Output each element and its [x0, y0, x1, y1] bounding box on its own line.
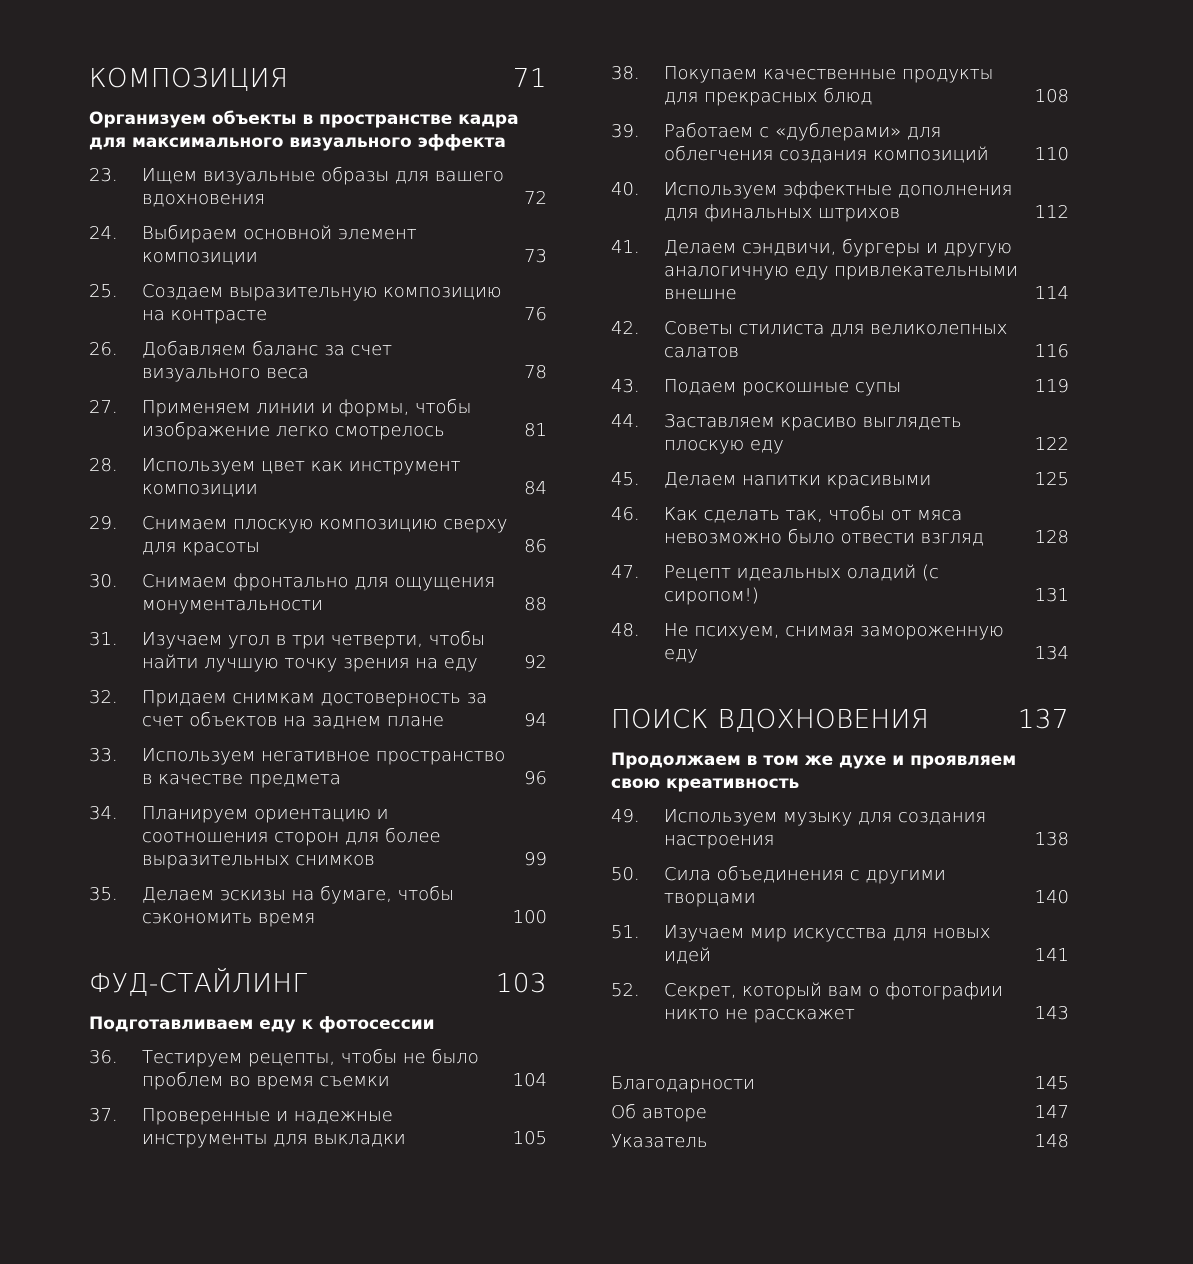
- entry-number: 42.: [611, 318, 640, 339]
- toc-entry: [89, 802, 547, 871]
- entry-title: Делаем сэндвичи, бургеры и другую аналогичную еду привлекательными внешне: [664, 237, 1019, 304]
- back-matter-page: 145: [1034, 1073, 1069, 1094]
- entry-number: 23.: [89, 165, 118, 186]
- entry-page: 94: [524, 710, 547, 731]
- section-title: КОМПОЗИЦИЯ: [89, 64, 289, 94]
- entry-title: Советы стилиста для великолепных салатов: [664, 318, 1008, 362]
- entry-title: Создаем выразительную композицию на контрасте: [142, 281, 502, 325]
- entry-title: Сила объединения с другими творцами: [664, 864, 946, 908]
- entry-title: Добавляем баланс за счет визуального веса: [142, 339, 393, 383]
- entry-number: 51.: [611, 922, 640, 943]
- entry-title: Покупаем качественные продукты для прекрасных блюд: [664, 63, 994, 107]
- left-column: [89, 62, 547, 1188]
- toc-entry: [611, 120, 1069, 166]
- entry-number: 35.: [89, 884, 118, 905]
- entry-number: 24.: [89, 223, 118, 244]
- entry-title: Изучаем мир искусства для новых идей: [664, 922, 991, 966]
- toc-entry: [611, 503, 1069, 549]
- toc-entry: [89, 454, 547, 500]
- entry-page: 72: [524, 188, 547, 209]
- toc-entry: [611, 921, 1069, 967]
- section-heading: [89, 62, 547, 96]
- back-matter-entry: [611, 1127, 1069, 1156]
- entry-page: 108: [1034, 86, 1069, 107]
- entry-title: Подаем роскошные супы: [664, 376, 902, 397]
- entry-number: 52.: [611, 980, 640, 1001]
- entry-page: 104: [512, 1070, 547, 1091]
- entry-number: 36.: [89, 1047, 118, 1068]
- toc-section: [89, 62, 547, 929]
- entry-title: Снимаем плоскую композицию сверху для красоты: [142, 513, 508, 557]
- toc-entry: [89, 512, 547, 558]
- entry-number: 48.: [611, 620, 640, 641]
- entry-number: 25.: [89, 281, 118, 302]
- entry-number: 26.: [89, 339, 118, 360]
- toc-entry: [611, 619, 1069, 665]
- entry-page: 105: [512, 1128, 547, 1149]
- entry-number: 46.: [611, 504, 640, 525]
- toc-entry: [611, 62, 1069, 108]
- toc-entry: [89, 280, 547, 326]
- section-subtitle: Организуем объекты в пространстве кадра для максимального визуального эффекта: [89, 109, 519, 152]
- entry-title: Используем цвет как инструмент композиции: [142, 455, 461, 499]
- entry-page: 116: [1034, 341, 1069, 362]
- entry-page: 119: [1034, 376, 1069, 397]
- entry-number: 50.: [611, 864, 640, 885]
- entry-number: 38.: [611, 63, 640, 84]
- toc-entry: [89, 686, 547, 732]
- toc-entry: [611, 410, 1069, 456]
- entry-number: 33.: [89, 745, 118, 766]
- entry-title: Выбираем основной элемент композиции: [142, 223, 417, 267]
- back-matter-entry: [611, 1098, 1069, 1127]
- entry-title: Рецепт идеальных оладий (с сиропом!): [664, 562, 939, 606]
- toc-entry: [89, 396, 547, 442]
- entry-page: 88: [524, 594, 547, 615]
- section-page: 137: [1017, 705, 1069, 735]
- section-heading: [89, 967, 547, 1001]
- section-subtitle: Продолжаем в том же духе и проявляем свою креативность: [611, 750, 1017, 793]
- entry-page: 128: [1034, 527, 1069, 548]
- toc-entry: [89, 164, 547, 210]
- entry-list: [611, 805, 1069, 1025]
- entry-number: 44.: [611, 411, 640, 432]
- entry-number: 29.: [89, 513, 118, 534]
- entry-title: Изучаем угол в три четверти, чтобы найти лучшую точку зрения на еду: [142, 629, 486, 673]
- section-title: ПОИСК ВДОХНОВЕНИЯ: [611, 705, 930, 735]
- section-title: ФУД-СТАЙЛИНГ: [89, 969, 308, 999]
- toc-entry: [89, 1046, 547, 1092]
- entry-title: Секрет, который вам о фотографии никто не расскажет: [664, 980, 1003, 1024]
- entry-page: 99: [524, 849, 547, 870]
- entry-number: 43.: [611, 376, 640, 397]
- entry-number: 37.: [89, 1105, 118, 1126]
- entry-title: Работаем с «дублерами» для облегчения создания композиций: [664, 121, 989, 165]
- entry-title: Проверенные и надежные инструменты для выкладки: [142, 1105, 406, 1149]
- entry-title: Делаем эскизы на бумаге, чтобы сэкономить время: [142, 884, 454, 928]
- toc-entry: [89, 570, 547, 616]
- entry-number: 45.: [611, 469, 640, 490]
- entry-number: 40.: [611, 179, 640, 200]
- section-page: 103: [495, 969, 547, 999]
- entry-number: 27.: [89, 397, 118, 418]
- toc-entry: [89, 338, 547, 384]
- entry-number: 28.: [89, 455, 118, 476]
- toc-entry: [611, 561, 1069, 607]
- toc-entry: [611, 979, 1069, 1025]
- entry-page: 73: [524, 246, 547, 267]
- entry-list: [89, 164, 547, 929]
- entry-page: 76: [524, 304, 547, 325]
- toc-entry: [611, 236, 1069, 305]
- entry-page: 110: [1034, 144, 1069, 165]
- entry-number: 39.: [611, 121, 640, 142]
- entry-title: Снимаем фронтально для ощущения монументальности: [142, 571, 496, 615]
- entry-page: 114: [1034, 283, 1069, 304]
- entry-page: 81: [524, 420, 547, 441]
- section-heading: [611, 703, 1069, 737]
- entry-title: Придаем снимкам достоверность за счет объектов на заднем плане: [142, 687, 488, 731]
- entry-page: 78: [524, 362, 547, 383]
- entry-page: 141: [1034, 945, 1069, 966]
- entry-title: Ищем визуальные образы для вашего вдохновения: [142, 165, 504, 209]
- entry-number: 34.: [89, 803, 118, 824]
- back-matter-title: Благодарности: [611, 1073, 755, 1094]
- entry-number: 30.: [89, 571, 118, 592]
- toc-entry: [611, 375, 1069, 398]
- entry-title: Как сделать так, чтобы от мяса невозможно было отвести взгляд: [664, 504, 984, 548]
- section-subtitle: Подготавливаем еду к фотосессии: [89, 1014, 435, 1034]
- right-column: [611, 62, 1069, 1156]
- entry-title: Применяем линии и формы, чтобы изображение легко смотрелось: [142, 397, 472, 441]
- toc-entry: [89, 744, 547, 790]
- entry-title: Тестируем рецепты, чтобы не было проблем во время съемки: [142, 1047, 479, 1091]
- entry-title: Заставляем красиво выглядеть плоскую еду: [664, 411, 962, 455]
- entry-page: 138: [1034, 829, 1069, 850]
- continued-entry-list: [611, 62, 1069, 665]
- entry-page: 96: [524, 768, 547, 789]
- entry-title: Используем музыку для создания настроения: [664, 806, 987, 850]
- entry-number: 32.: [89, 687, 118, 708]
- back-matter-title: Об авторе: [611, 1102, 707, 1123]
- entry-title: Используем негативное пространство в качестве предмета: [142, 745, 506, 789]
- entry-number: 41.: [611, 237, 640, 258]
- toc-section: [89, 967, 547, 1150]
- entry-page: 84: [524, 478, 547, 499]
- toc-entry: [89, 883, 547, 929]
- entry-number: 31.: [89, 629, 118, 650]
- toc-entry: [611, 178, 1069, 224]
- toc-entry: [89, 1104, 547, 1150]
- entry-page: 131: [1034, 585, 1069, 606]
- entry-page: 86: [524, 536, 547, 557]
- back-matter-title: Указатель: [611, 1131, 708, 1152]
- entry-page: 92: [524, 652, 547, 673]
- entry-title: Не психуем, снимая замороженную еду: [664, 620, 1004, 664]
- toc-entry: [89, 222, 547, 268]
- toc-entry: [611, 468, 1069, 491]
- entry-page: 122: [1034, 434, 1069, 455]
- toc-entry: [611, 317, 1069, 363]
- back-matter-entry: [611, 1069, 1069, 1098]
- back-matter-page: 147: [1034, 1102, 1069, 1123]
- entry-number: 49.: [611, 806, 640, 827]
- entry-title: Планируем ориентацию и соотношения сторон для более выразительных снимков: [142, 803, 441, 870]
- entry-page: 134: [1034, 643, 1069, 664]
- toc-entry: [611, 805, 1069, 851]
- toc-section: [611, 703, 1069, 1025]
- back-matter-page: 148: [1034, 1131, 1069, 1152]
- section-page: 71: [512, 64, 547, 94]
- entry-page: 140: [1034, 887, 1069, 908]
- toc-entry: [89, 628, 547, 674]
- entry-number: 47.: [611, 562, 640, 583]
- toc-entry: [611, 863, 1069, 909]
- entry-list: [89, 1046, 547, 1150]
- entry-title: Используем эффектные дополнения для финальных штрихов: [664, 179, 1013, 223]
- entry-page: 143: [1034, 1003, 1069, 1024]
- entry-page: 125: [1034, 469, 1069, 490]
- entry-page: 112: [1034, 202, 1069, 223]
- entry-title: Делаем напитки красивыми: [664, 469, 932, 490]
- entry-page: 100: [512, 907, 547, 928]
- back-matter-list: [611, 1069, 1069, 1156]
